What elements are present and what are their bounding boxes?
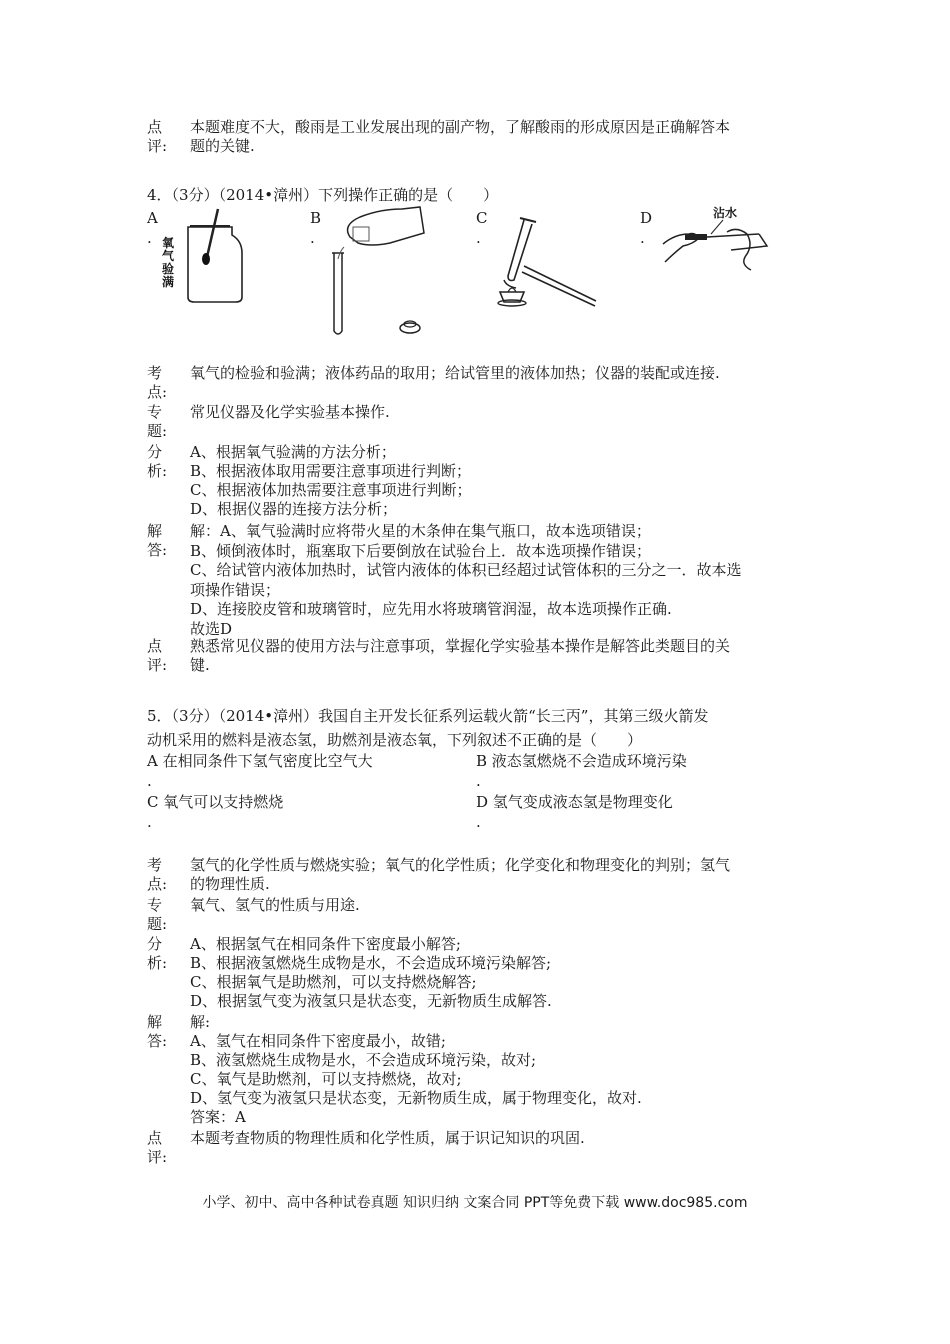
figure-d-label: 沾水 bbox=[713, 206, 738, 220]
comment-text: 本题难度不大，酸雨是工业发展出现的副产物，了解酸雨的形成原因是正确解答本 题的关键. bbox=[190, 118, 731, 155]
option-b-dot: . bbox=[310, 229, 315, 247]
q4-zhuanti-label: 专 题: bbox=[147, 403, 168, 440]
q5-jieda-text: 解: A、氢气在相同条件下密度最小，故错; B、液氢燃烧生成物是水，不会造成环境污染，故对; C、氧气是助燃剂，可以支持燃烧，故对; D、氢气变为液氢只是状态变，无新物质生成，属于物理变化，故对. 答案：A bbox=[190, 1013, 642, 1126]
q4-kaodian-label: 考 点: bbox=[147, 364, 168, 401]
q4-kaodian-text: 氧气的检验和验满；液体药品的取用；给试管里的液体加热；仪器的装配或连接. bbox=[190, 364, 720, 382]
q4-dianping-text: 熟悉常见仪器的使用方法与注意事项，掌握化学实验基本操作是解答此类题目的关 键. bbox=[190, 637, 731, 674]
q4-jieda-text: 解：A、氧气验满时应将带火星的木条伸在集气瓶口，故本选项错误； B、倾倒液体时，瓶塞取下后要倒放在试验台上．故本选项操作错误； C、给试管内液体加热时，试管内液体的体积已经超过试管体积的三分之一．故本选 项操作错误； D、连接胶皮管和玻璃管时，应先用水将玻璃管润湿，故本选项操作正确. 故选D bbox=[190, 522, 742, 638]
q5-dianping-label: 点 评: bbox=[147, 1129, 168, 1166]
option-d-letter: D bbox=[640, 209, 653, 227]
q5-jieda-label: 解 答: bbox=[147, 1013, 168, 1050]
option-a-letter: A bbox=[147, 209, 158, 227]
option-d-dot: . bbox=[640, 229, 645, 247]
q5-option-a-dot: . bbox=[147, 772, 152, 790]
option-a-dot: . bbox=[147, 229, 152, 247]
q5-fenxi-label: 分 析: bbox=[147, 935, 168, 972]
q5-kaodian-text: 氢气的化学性质与燃烧实验；氧气的化学性质；化学变化和物理变化的判别；氢气 的物理性质. bbox=[190, 856, 731, 893]
figure-d-connecting bbox=[655, 204, 770, 274]
figure-b-pouring bbox=[320, 203, 435, 338]
q4-zhuanti-text: 常见仪器及化学实验基本操作. bbox=[190, 403, 390, 421]
q5-option-d: D 氢气变成液态氢是物理变化 bbox=[476, 793, 673, 811]
footer-text: 小学、初中、高中各种试卷真题 知识归纳 文案合同 PPT等免费下载 www.doc985.com bbox=[202, 1195, 748, 1211]
q4-fenxi-text: A、根据氧气验满的方法分析； B、根据液体取用需要注意事项进行判断； C、根据液体加热需要注意事项进行判断； D、根据仪器的连接方法分析； bbox=[190, 443, 472, 518]
option-c-dot: . bbox=[476, 229, 481, 247]
q5-option-b: B 液态氢燃烧不会造成环境污染 bbox=[476, 752, 687, 770]
q4-jieda-label: 解 答: bbox=[147, 522, 168, 559]
q4-dianping-label: 点 评: bbox=[147, 637, 168, 674]
q5-option-d-dot: . bbox=[476, 813, 481, 831]
q5-option-a: A 在相同条件下氢气密度比空气大 bbox=[147, 752, 373, 770]
question-4-stem: 4．（3分）（2014•漳州）下列操作正确的是（ ） bbox=[147, 186, 499, 204]
option-c-letter: C bbox=[476, 209, 488, 227]
q5-fenxi-text: A、根据氢气在相同条件下密度最小解答; B、根据液氢燃烧生成物是水，不会造成环境污染解答; C、根据氧气是助燃剂，可以支持燃烧解答; D、根据氢气变为液氢只是状态变，无新物质生成解答. bbox=[190, 935, 552, 1010]
q5-option-c: C 氧气可以支持燃烧 bbox=[147, 793, 284, 811]
q5-zhuanti-text: 氧气、氢气的性质与用途. bbox=[190, 896, 360, 914]
q5-zhuanti-label: 专 题: bbox=[147, 896, 168, 933]
q4-fenxi-label: 分 析: bbox=[147, 443, 168, 480]
figure-a-label: 氧 气 验 满 bbox=[162, 236, 175, 289]
q5-option-c-dot: . bbox=[147, 813, 152, 831]
option-b-letter: B bbox=[310, 209, 322, 227]
figure-c-heating bbox=[490, 208, 600, 308]
comment-label: 点 评: bbox=[147, 118, 168, 155]
question-5-stem: 5．（3分）（2014•漳州）我国自主开发长征系列运载火箭“长三丙”，其第三级火箭发 动机采用的燃料是液态氢，助燃剂是液态氧，下列叙述不正确的是（ ） bbox=[147, 707, 709, 749]
q5-dianping-text: 本题考查物质的物理性质和化学性质，属于识记知识的巩固. bbox=[190, 1129, 585, 1147]
q5-kaodian-label: 考 点: bbox=[147, 856, 168, 893]
figure-a-gas-jar bbox=[160, 205, 250, 305]
q5-option-b-dot: . bbox=[476, 772, 481, 790]
